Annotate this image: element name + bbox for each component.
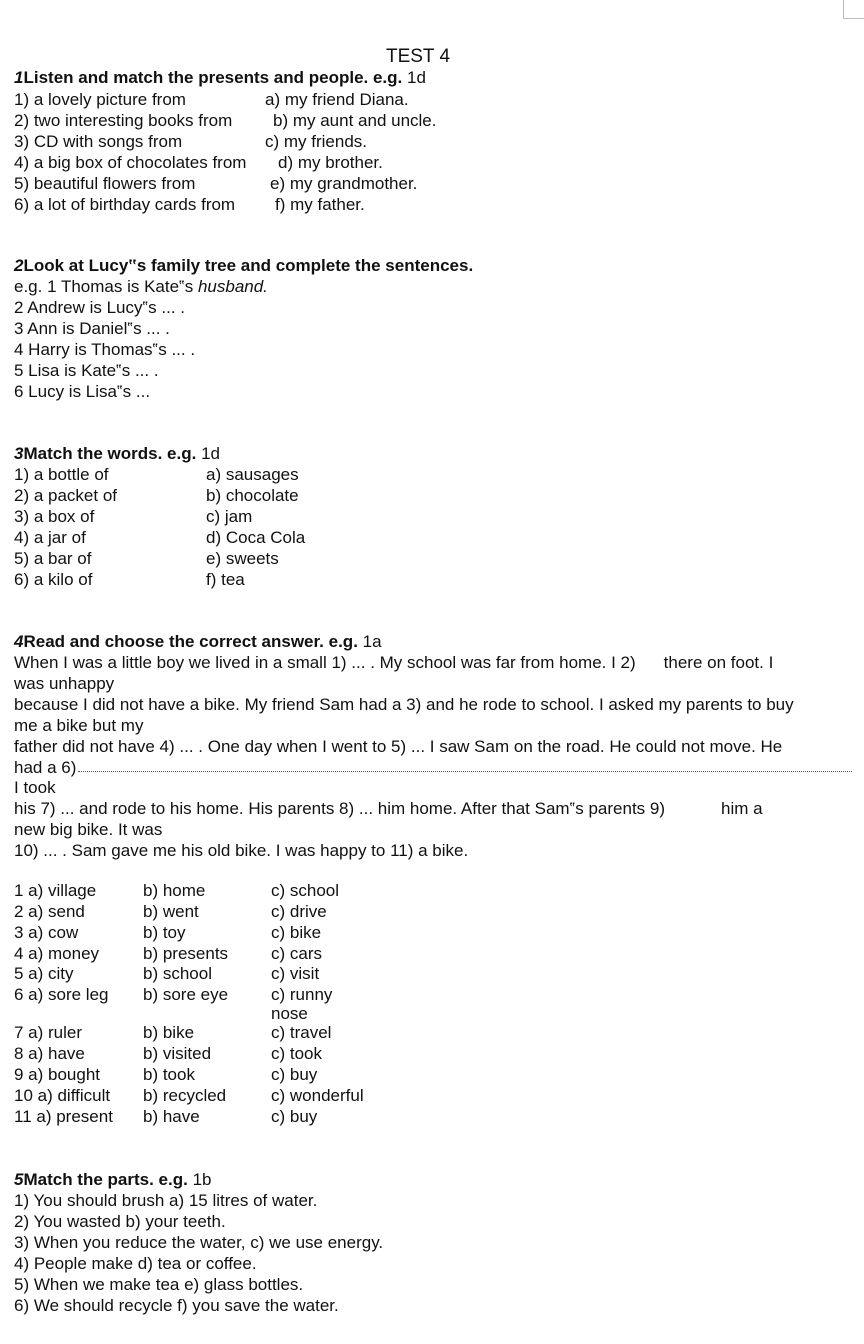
family-sentence: 3 Ann is Daniel‟s ... . (14, 319, 170, 338)
answer-option: 9 a) bought (14, 1065, 101, 1084)
answer-option: b) recycled (143, 1086, 227, 1105)
person-option: b) my aunt and uncle. (273, 111, 437, 130)
example-word: husband. (197, 277, 268, 296)
section-2-heading (14, 256, 473, 276)
present-item: 2) two interesting books from (14, 111, 233, 130)
answer-option: b) bike (143, 1023, 195, 1042)
food-option: d) Coca Cola (206, 528, 306, 547)
answer-option: 4 a) money (14, 944, 100, 963)
person-option: c) my friends. (265, 132, 368, 151)
answer-option: c) runny (271, 985, 333, 1004)
answer-option: b) school (143, 964, 212, 983)
story-text: him a (721, 799, 763, 818)
food-option: f) tea (206, 570, 245, 589)
match-part-item: 3) When you reduce the water, c) we use energy. (14, 1233, 384, 1252)
story-line-8 (14, 799, 763, 819)
story-line-7: I took (14, 778, 56, 797)
answer-option: c) visit (271, 964, 320, 983)
section-1-heading (14, 68, 426, 88)
food-option: b) chocolate (206, 486, 299, 505)
answer-option: b) went (143, 902, 199, 921)
food-option: a) sausages (206, 465, 299, 484)
present-item: 5) beautiful flowers from (14, 174, 196, 193)
section-4-heading (14, 632, 382, 652)
answer-option: 11 a) present (14, 1107, 113, 1126)
answer-option: b) toy (143, 923, 186, 942)
answer-option: 10 a) difficult (14, 1086, 111, 1105)
person-option: e) my grandmother. (270, 174, 418, 193)
answer-option: c) drive (271, 902, 327, 921)
family-sentence: 4 Harry is Thomas‟s ... . (14, 340, 196, 359)
answer-option: c) buy (271, 1107, 318, 1126)
example-answer: 1a (362, 632, 382, 651)
heading-text: Read and choose the correct answer. e.g. (23, 632, 358, 651)
present-item: 1) a lovely picture from (14, 90, 186, 109)
section-number: 5 (14, 1170, 24, 1189)
food-option: c) jam (206, 507, 253, 526)
present-item: 4) a big box of chocolates from (14, 153, 247, 172)
answer-option: 3 a) cow (14, 923, 79, 942)
answer-option: c) took (271, 1044, 323, 1063)
answer-option: 5 a) city (14, 964, 74, 983)
food-option: e) sweets (206, 549, 279, 568)
answer-option: c) travel (271, 1023, 332, 1042)
story-line-10: 10) ... . Sam gave me his old bike. I was happy to 11) a bike. (14, 841, 469, 860)
answer-option: c) wonderful (271, 1086, 364, 1105)
story-line-5: father did not have 4) ... . One day when I went to 5) ... I saw Sam on the road. He could not move. He (14, 737, 783, 756)
section-5-heading (14, 1170, 212, 1190)
story-text: When I was a little boy we lived in a small 1) ... . My school was far from home. I 2) (14, 653, 636, 672)
heading-text: Match the words. e.g. (23, 444, 197, 463)
person-option: a) my friend Diana. (265, 90, 409, 109)
family-sentence: 2 Andrew is Lucy‟s ... . (14, 298, 186, 317)
section-number: 1 (14, 68, 24, 87)
section-2-example (14, 277, 268, 297)
test-title: TEST 4 (385, 46, 451, 67)
present-item: 6) a lot of birthday cards from (14, 195, 236, 214)
answer-option: c) bike (271, 923, 322, 942)
container-item: 1) a bottle of (14, 465, 109, 484)
page-corner-marker (843, 0, 864, 19)
present-item: 3) CD with songs from (14, 132, 183, 151)
container-item: 5) a bar of (14, 549, 92, 568)
example-text: e.g. 1 Thomas is Kate‟s (14, 277, 194, 296)
person-option: d) my brother. (278, 153, 383, 172)
match-part-item: 1) You should brush a) 15 litres of water. (14, 1191, 318, 1210)
example-answer: 1d (201, 444, 220, 463)
container-item: 4) a jar of (14, 528, 86, 547)
match-part-item: 5) When we make tea e) glass bottles. (14, 1275, 304, 1294)
family-sentence: 5 Lisa is Kate‟s ... . (14, 361, 159, 380)
heading-text: Look at Lucy‟s family tree and complete the sentences. (23, 256, 474, 275)
section-number: 4 (14, 632, 24, 651)
answer-dotted-line (78, 771, 852, 772)
container-item: 2) a packet of (14, 486, 118, 505)
family-sentence: 6 Lucy is Lisa‟s ... (14, 382, 151, 401)
section-number: 2 (14, 256, 24, 275)
story-line-6: had a 6) (14, 758, 77, 777)
answer-option: nose (271, 1004, 308, 1023)
answer-option: b) visited (143, 1044, 212, 1063)
answer-option: 7 a) ruler (14, 1023, 83, 1042)
match-part-item: 2) You wasted b) your teeth. (14, 1212, 226, 1231)
match-part-item: 4) People make d) tea or coffee. (14, 1254, 257, 1273)
answer-option: b) presents (143, 944, 229, 963)
heading-text: Listen and match the presents and people. e.g. (23, 68, 403, 87)
person-option: f) my father. (275, 195, 365, 214)
story-line-4: me a bike but my (14, 716, 144, 735)
example-answer: 1d (407, 68, 426, 87)
answer-option: c) cars (271, 944, 322, 963)
story-line-3: because I did not have a bike. My friend Sam had a 3) and he rode to school. I asked my parents to buy (14, 695, 794, 714)
answer-option: 8 a) have (14, 1044, 85, 1063)
answer-option: b) have (143, 1107, 200, 1126)
story-text: there on foot. I (663, 653, 774, 672)
container-item: 6) a kilo of (14, 570, 93, 589)
answer-option: b) home (143, 881, 206, 900)
answer-option: 1 a) village (14, 881, 97, 900)
answer-option: c) school (271, 881, 340, 900)
heading-text: Match the parts. e.g. (23, 1170, 188, 1189)
story-text: his 7) ... and rode to his home. His parents 8) ... him home. After that Sam‟s parents 9) (14, 799, 666, 818)
story-line-9: new big bike. It was (14, 820, 163, 839)
answer-option: 2 a) send (14, 902, 85, 921)
answer-option: b) took (143, 1065, 195, 1084)
example-answer: 1b (192, 1170, 212, 1189)
story-line-2: was unhappy (14, 674, 115, 693)
answer-option: b) sore eye (143, 985, 229, 1004)
story-line-1 (14, 653, 773, 673)
match-part-item: 6) We should recycle f) you save the water. (14, 1296, 339, 1315)
section-number: 3 (14, 444, 24, 463)
section-3-heading (14, 444, 220, 464)
container-item: 3) a box of (14, 507, 95, 526)
answer-option: 6 a) sore leg (14, 985, 109, 1004)
answer-option: c) buy (271, 1065, 318, 1084)
